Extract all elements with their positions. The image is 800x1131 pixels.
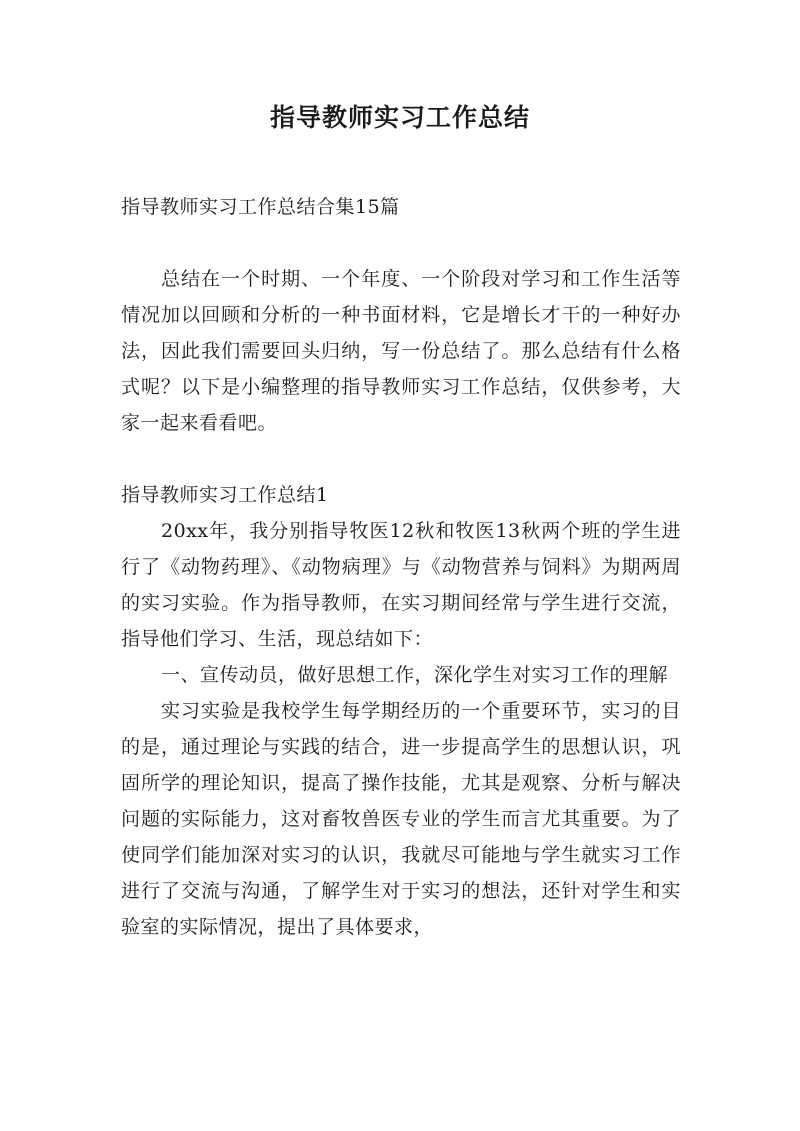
document-title: 指导教师实习工作总结 [269, 103, 530, 132]
body-paragraph-2: 实习实验是我校学生每学期经历的一个重要环节，实习的目的是，通过理论与实践的结合，进一步提高学生的思想认识，巩固所学的理论知识，提高了操作技能，尤其是观察、分析与解决问题的实际能力，这对畜牧兽医专业的学生而言尤其重要。为了使同学们能加深对实习的认识，我就尽可能地与学生就实习工作进行了交流与沟通，了解学生对于实习的想法，还针对学生和实验室的实际情况，提出了具体要求， [121, 700, 681, 938]
point-heading-1: 一、宣传动员，做好思想工作，深化学生对实习工作的理解 [161, 664, 669, 686]
section-heading: 指导教师实习工作总结1 [121, 484, 329, 506]
body-paragraph-1: 20xx年，我分别指导牧医12秋和牧医13秋两个班的学生进行了《动物药理》、《动物病理》与《动物营养与饲料》为期两周的实习实验。作为指导教师，在实习期间经常与学生进行交流，指导他们学习、生活，现总结如下： [121, 520, 681, 650]
document-body [121, 189, 681, 945]
document-subtitle: 指导教师实习工作总结合集15篇 [121, 196, 400, 218]
intro-paragraph: 总结在一个时期、一个年度、一个阶段对学习和工作生活等情况加以回顾和分析的一种书面材料，它是增长才干的一种好办法，因此我们需要回头归纳，写一份总结了。那么总结有什么格式呢？以下是小编整理的指导教师实习工作总结，仅供参考，大家一起来看看吧。 [121, 268, 681, 434]
